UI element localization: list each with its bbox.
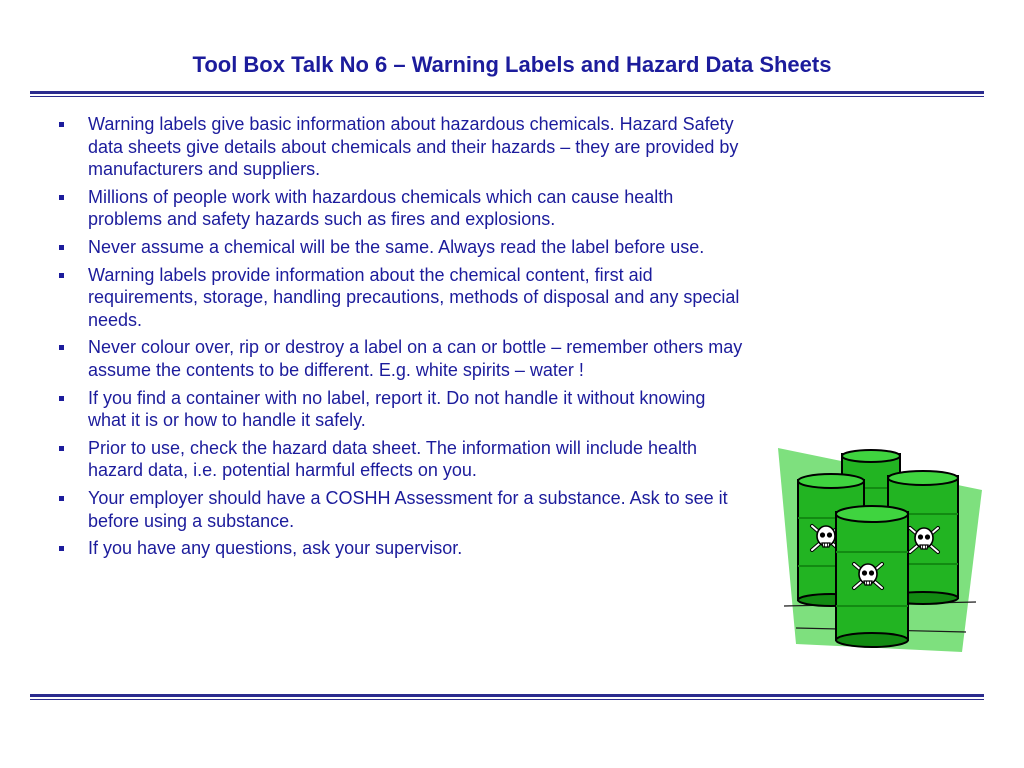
bullet-item xyxy=(58,264,748,332)
bullet-text: Never colour over, rip or destroy a label on a can or bottle – remember others may assume the contents to be different. E.g. white spirits – water ! xyxy=(88,337,743,380)
square-bullet-icon xyxy=(59,396,64,401)
bullet-text: Millions of people work with hazardous chemicals which can cause health problems and safety hazards such as fires and explosions. xyxy=(88,186,674,230)
square-bullet-icon xyxy=(59,245,64,250)
bullet-text: Warning labels give basic information about hazardous chemicals. Hazard Safety data sheets give details about chemicals and their hazards – they are provided by manufacturers and suppliers. xyxy=(88,114,739,180)
toxic-barrels-icon xyxy=(776,448,982,652)
bullet-item xyxy=(58,387,748,432)
bullet-text: Your employer should have a COSHH Assessment for a substance. Ask to see it before using a substance. xyxy=(88,487,728,531)
square-bullet-icon xyxy=(59,546,64,551)
slide-title: Tool Box Talk No 6 – Warning Labels and Hazard Data Sheets xyxy=(192,52,832,77)
bullet-list xyxy=(58,113,748,565)
square-bullet-icon xyxy=(59,345,64,350)
bullet-item xyxy=(58,437,748,482)
bullet-text: If you have any questions, ask your supervisor. xyxy=(88,538,463,559)
barrel-front xyxy=(836,506,908,647)
bullet-text: Never assume a chemical will be the same. Always read the label before use. xyxy=(88,236,705,257)
bullet-item xyxy=(58,236,748,259)
bullet-text: Prior to use, check the hazard data sheet. The information will include health hazard data, i.e. potential harmful effects on you. xyxy=(88,437,698,481)
square-bullet-icon xyxy=(59,122,64,127)
bullet-item xyxy=(58,537,748,560)
bullet-item xyxy=(58,113,748,181)
bottom-divider xyxy=(30,694,984,700)
square-bullet-icon xyxy=(59,195,64,200)
bullet-text: If you find a container with no label, report it. Do not handle it without knowing what it is or how to handle it safely. xyxy=(88,387,706,431)
bullet-text: Warning labels provide information about the chemical content, first aid requirements, storage, handling precautions, methods of disposal and any special needs. xyxy=(88,264,740,330)
square-bullet-icon xyxy=(59,496,64,501)
square-bullet-icon xyxy=(59,273,64,278)
bullet-item xyxy=(58,487,748,532)
bullet-item xyxy=(58,186,748,231)
bullet-item xyxy=(58,336,748,381)
square-bullet-icon xyxy=(59,446,64,451)
top-divider xyxy=(30,91,984,97)
